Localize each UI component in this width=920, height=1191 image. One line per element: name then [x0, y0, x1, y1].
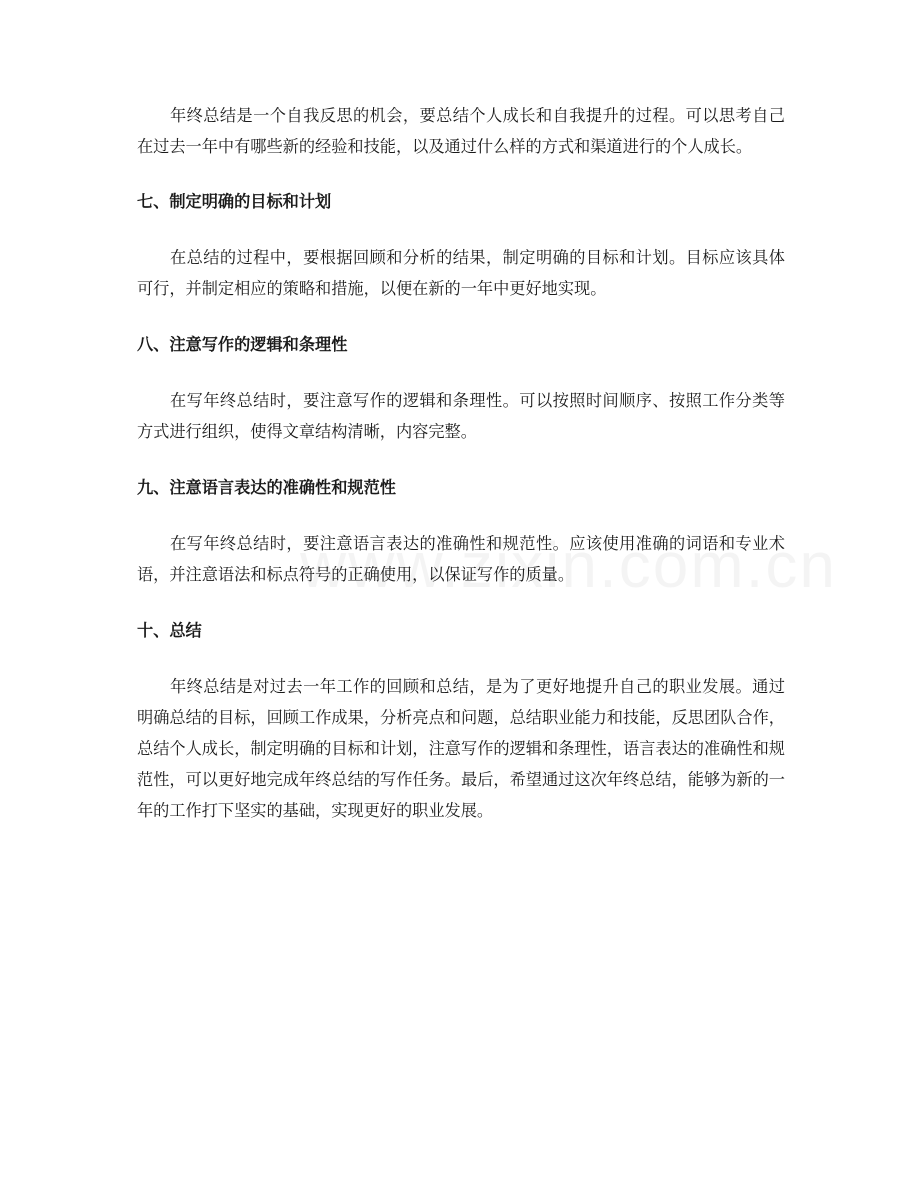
section-heading-8: 八、注意写作的逻辑和条理性: [137, 335, 348, 354]
document-body: [137, 100, 785, 826]
section-heading-10: 十、总结: [137, 621, 202, 640]
section-heading-9: 九、注意语言表达的准确性和规范性: [137, 478, 396, 497]
section-body-10: 年终总结是对过去一年工作的回顾和总结，是为了更好地提升自己的职业发展。通过明确总结的目标，回顾工作成果，分析亮点和问题，总结职业能力和技能，反思团队合作，总结个人成长，制定明确的目标和计划，注意写作的逻辑和条理性，语言表达的准确性和规范性，可以更好地完成年终总结的写作任务。最后，希望通过这次年终总结，能够为新的一年的工作打下坚实的基础，实现更好的职业发展。: [137, 677, 785, 820]
section-body-9: 在写年终总结时，要注意语言表达的准确性和规范性。应该使用准确的词语和专业术语，并注意语法和标点符号的正确使用，以保证写作的质量。: [137, 534, 785, 584]
section-heading-7: 七、制定明确的目标和计划: [137, 192, 332, 211]
intro-paragraph: 年终总结是一个自我反思的机会，要总结个人成长和自我提升的过程。可以思考自己在过去一年中有哪些新的经验和技能，以及通过什么样的方式和渠道进行的个人成长。: [137, 106, 785, 156]
section-body-7: 在总结的过程中，要根据回顾和分析的结果，制定明确的目标和计划。目标应该具体可行，并制定相应的策略和措施，以便在新的一年中更好地实现。: [137, 248, 785, 298]
section-body-8: 在写年终总结时，要注意写作的逻辑和条理性。可以按照时间顺序、按照工作分类等方式进行组织，使得文章结构清晰，内容完整。: [137, 391, 785, 441]
